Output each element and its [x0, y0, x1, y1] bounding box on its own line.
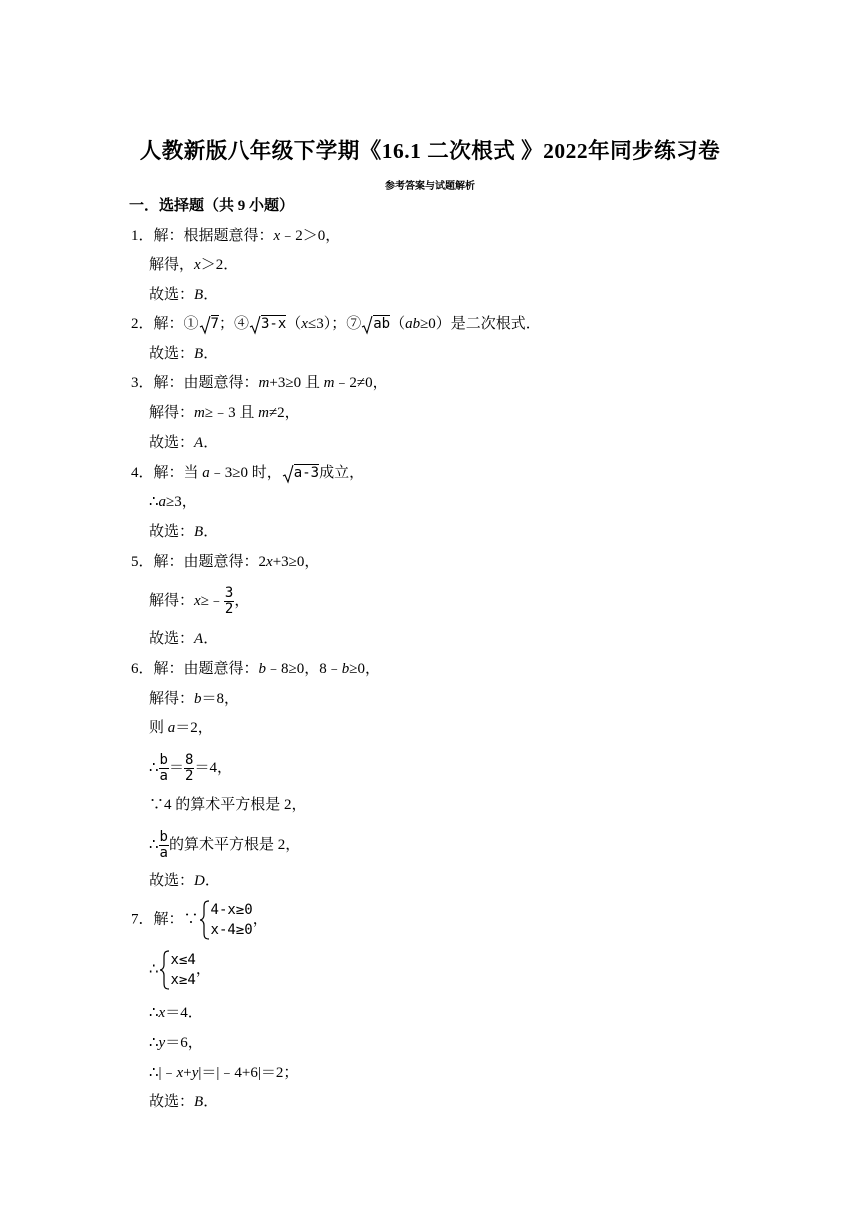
period: ． — [203, 435, 219, 451]
q4-text: 成立， — [319, 465, 365, 481]
q3-text: ﹣2≠0， — [334, 375, 388, 391]
var-y: y — [158, 1035, 166, 1051]
denominator: a — [159, 845, 168, 861]
page-subtitle: 参考答案与试题解析 — [385, 181, 475, 192]
var-m: m — [258, 405, 269, 421]
q6-line4 — [149, 753, 232, 784]
q1-answer — [149, 285, 218, 305]
q6-text: ＝ — [168, 759, 184, 776]
q6-answer — [149, 871, 220, 891]
answer-choice: B — [194, 287, 204, 303]
q2-text: （ — [390, 316, 406, 332]
sqrt-a-minus-3 — [282, 463, 319, 484]
q4-line2 — [149, 492, 197, 512]
fraction-b-over-a — [159, 753, 169, 784]
q1-text: 解：根据题意得： — [153, 228, 274, 244]
var-a: a — [202, 465, 210, 481]
q5-number: 5． — [131, 554, 154, 570]
q5-text: 解得： — [149, 592, 195, 609]
q3-answer — [149, 433, 218, 453]
q7-text: ＝6， — [165, 1035, 203, 1051]
q3-text: 解得： — [149, 405, 195, 421]
var-x: x — [158, 1005, 166, 1021]
period: ． — [203, 1094, 219, 1110]
radicand: 7 — [210, 316, 219, 333]
period: ． — [203, 287, 219, 303]
q5-text: ， — [234, 592, 250, 609]
q5-text: ≥﹣ — [200, 592, 224, 609]
q2-text: （ — [286, 316, 302, 332]
q7-line4 — [149, 1033, 203, 1053]
therefore-symbol: ∴ — [149, 1035, 159, 1051]
answer-label: 故选： — [149, 346, 195, 362]
q5-line1 — [131, 552, 319, 572]
q6-text: ＝2， — [175, 720, 213, 736]
q7-text: ， — [195, 961, 211, 978]
var-x: x — [301, 316, 308, 332]
denominator: a — [159, 768, 168, 784]
q3-text: +3≥0 且 — [269, 375, 324, 391]
therefore-symbol: ∴ — [149, 494, 159, 510]
q7-line1 — [131, 900, 268, 940]
answer-choice: B — [194, 346, 204, 362]
answer-choice: B — [194, 1094, 204, 1110]
system-row: x≤4 — [170, 952, 196, 968]
q3-text: ≠2， — [268, 405, 300, 421]
therefore-symbol: ∴ — [149, 961, 159, 978]
q3-text: ≥﹣3 且 — [204, 405, 259, 421]
period: ． — [203, 346, 219, 362]
q2-text: ≥0）是二次根式． — [420, 316, 541, 332]
q2-text: ≤3）；⑦ — [307, 316, 362, 332]
answer-label: 故选： — [149, 435, 195, 451]
answer-choice: A — [194, 435, 204, 451]
fraction-b-over-a — [159, 830, 169, 861]
var-x: x — [273, 228, 281, 244]
q5-answer — [149, 629, 218, 649]
sqrt-3-minus-x — [249, 314, 286, 335]
q7-number: 7． — [131, 911, 154, 928]
q5-text: +3≥0， — [272, 554, 320, 570]
denominator: 2 — [224, 601, 234, 617]
q6-text: 的算术平方根是 2， — [168, 836, 301, 853]
q6-text: 解得： — [149, 691, 195, 707]
q7-line3 — [149, 1003, 203, 1023]
q2-number: 2． — [131, 316, 154, 332]
q6-text: 解：由题意得： — [153, 661, 259, 677]
var-y: y — [191, 1065, 199, 1081]
numerator: 8 — [185, 752, 194, 768]
page-title: 人教新版八年级下学期《16.1 二次根式 》2022年同步练习卷 — [139, 139, 721, 163]
var-m: m — [323, 375, 335, 391]
inequality-system-2 — [159, 950, 196, 990]
q1-text: ﹣2＞0， — [280, 228, 341, 244]
q6-line6 — [149, 830, 300, 861]
q7-text: |＝|﹣4+6|＝2； — [198, 1065, 299, 1081]
q6-text: ＝4， — [194, 759, 232, 776]
q3-line1 — [131, 373, 388, 393]
q7-answer — [149, 1092, 218, 1112]
q7-text: + — [183, 1065, 192, 1081]
q4-number: 4． — [131, 465, 154, 481]
section-heading: 一．选择题（共 9 小题） — [129, 198, 295, 214]
q1-line1 — [131, 226, 340, 246]
q5-line2 — [149, 586, 249, 617]
q3-number: 3． — [131, 375, 154, 391]
fraction-3-over-2 — [224, 586, 234, 617]
var-x: x — [194, 592, 201, 609]
numerator: b — [159, 752, 168, 768]
q6-text: ﹣8≥0，8﹣ — [266, 661, 342, 677]
var-m: m — [258, 375, 270, 391]
q7-text: ， — [252, 911, 268, 928]
system-row: x≥4 — [170, 972, 196, 988]
denominator: 2 — [185, 768, 194, 784]
var-b: b — [258, 661, 267, 677]
system-row: x-4≥0 — [210, 922, 253, 938]
system-row: 4-x≥0 — [210, 902, 253, 918]
answer-label: 故选： — [149, 1094, 195, 1110]
q4-answer — [149, 522, 218, 542]
numerator: 3 — [224, 585, 234, 601]
q7-text: 解：∵ — [153, 911, 199, 928]
period: ． — [203, 524, 219, 540]
var-b: b — [194, 691, 202, 707]
q4-line1 — [131, 463, 364, 484]
period: ． — [203, 631, 219, 647]
q6-line1 — [131, 659, 380, 679]
sqrt-7 — [199, 314, 219, 335]
q6-text: ＝8， — [201, 691, 240, 707]
q2-line1 — [131, 314, 541, 335]
answer-choice: B — [194, 524, 204, 540]
answer-label: 故选： — [149, 873, 195, 889]
q6-line2 — [149, 689, 239, 709]
q5-text: 解：由题意得：2 — [153, 554, 267, 570]
answer-choice: D — [194, 873, 205, 889]
var-a: a — [167, 720, 176, 736]
answer-label: 故选： — [149, 524, 195, 540]
q3-text: 解：由题意得： — [153, 375, 259, 391]
q7-line5 — [149, 1063, 298, 1083]
radicand: ab — [373, 316, 391, 333]
numerator: b — [159, 829, 168, 845]
inequality-system-1 — [199, 900, 253, 940]
fraction-8-over-2 — [184, 753, 194, 784]
q6-line5: ∵4 的算术平方根是 2， — [149, 797, 307, 813]
q7-text: ＝4． — [165, 1005, 203, 1021]
therefore-symbol: ∴ — [149, 836, 159, 853]
var-b: b — [341, 661, 350, 677]
left-brace-icon — [199, 900, 210, 940]
var-ab: ab — [405, 316, 421, 332]
answer-choice: A — [194, 631, 204, 647]
var-x: x — [266, 554, 273, 570]
q1-text: 解得， — [149, 257, 195, 273]
radicand: a-3 — [293, 465, 320, 482]
q1-line2 — [149, 255, 238, 275]
q2-answer — [149, 344, 218, 364]
q6-number: 6． — [131, 661, 154, 677]
q6-text: 则 — [149, 720, 168, 736]
q6-text: ≥0， — [349, 661, 380, 677]
var-x: x — [176, 1065, 184, 1081]
var-m: m — [194, 405, 205, 421]
therefore-symbol: ∴ — [149, 1005, 159, 1021]
var-a: a — [158, 494, 167, 510]
answer-label: 故选： — [149, 631, 195, 647]
q2-text: 解：① — [153, 316, 199, 332]
radicand: 3-x — [260, 316, 287, 333]
sqrt-ab — [361, 314, 390, 335]
left-brace-icon — [159, 950, 170, 990]
q7-line2 — [149, 950, 211, 990]
q1-text: ＞2． — [200, 257, 239, 273]
q4-text: 解：当 — [153, 465, 203, 481]
q7-text: ∴|﹣ — [149, 1065, 177, 1081]
q1-number: 1． — [131, 228, 154, 244]
period: ． — [204, 873, 220, 889]
therefore-symbol: ∴ — [149, 759, 159, 776]
q4-text: ﹣3≥0 时， — [209, 465, 282, 481]
q4-text: ≥3， — [166, 494, 197, 510]
q2-text: ；④ — [218, 316, 249, 332]
q6-line3 — [149, 718, 213, 738]
q3-line2 — [149, 403, 300, 423]
var-x: x — [194, 257, 201, 273]
answer-label: 故选： — [149, 287, 195, 303]
